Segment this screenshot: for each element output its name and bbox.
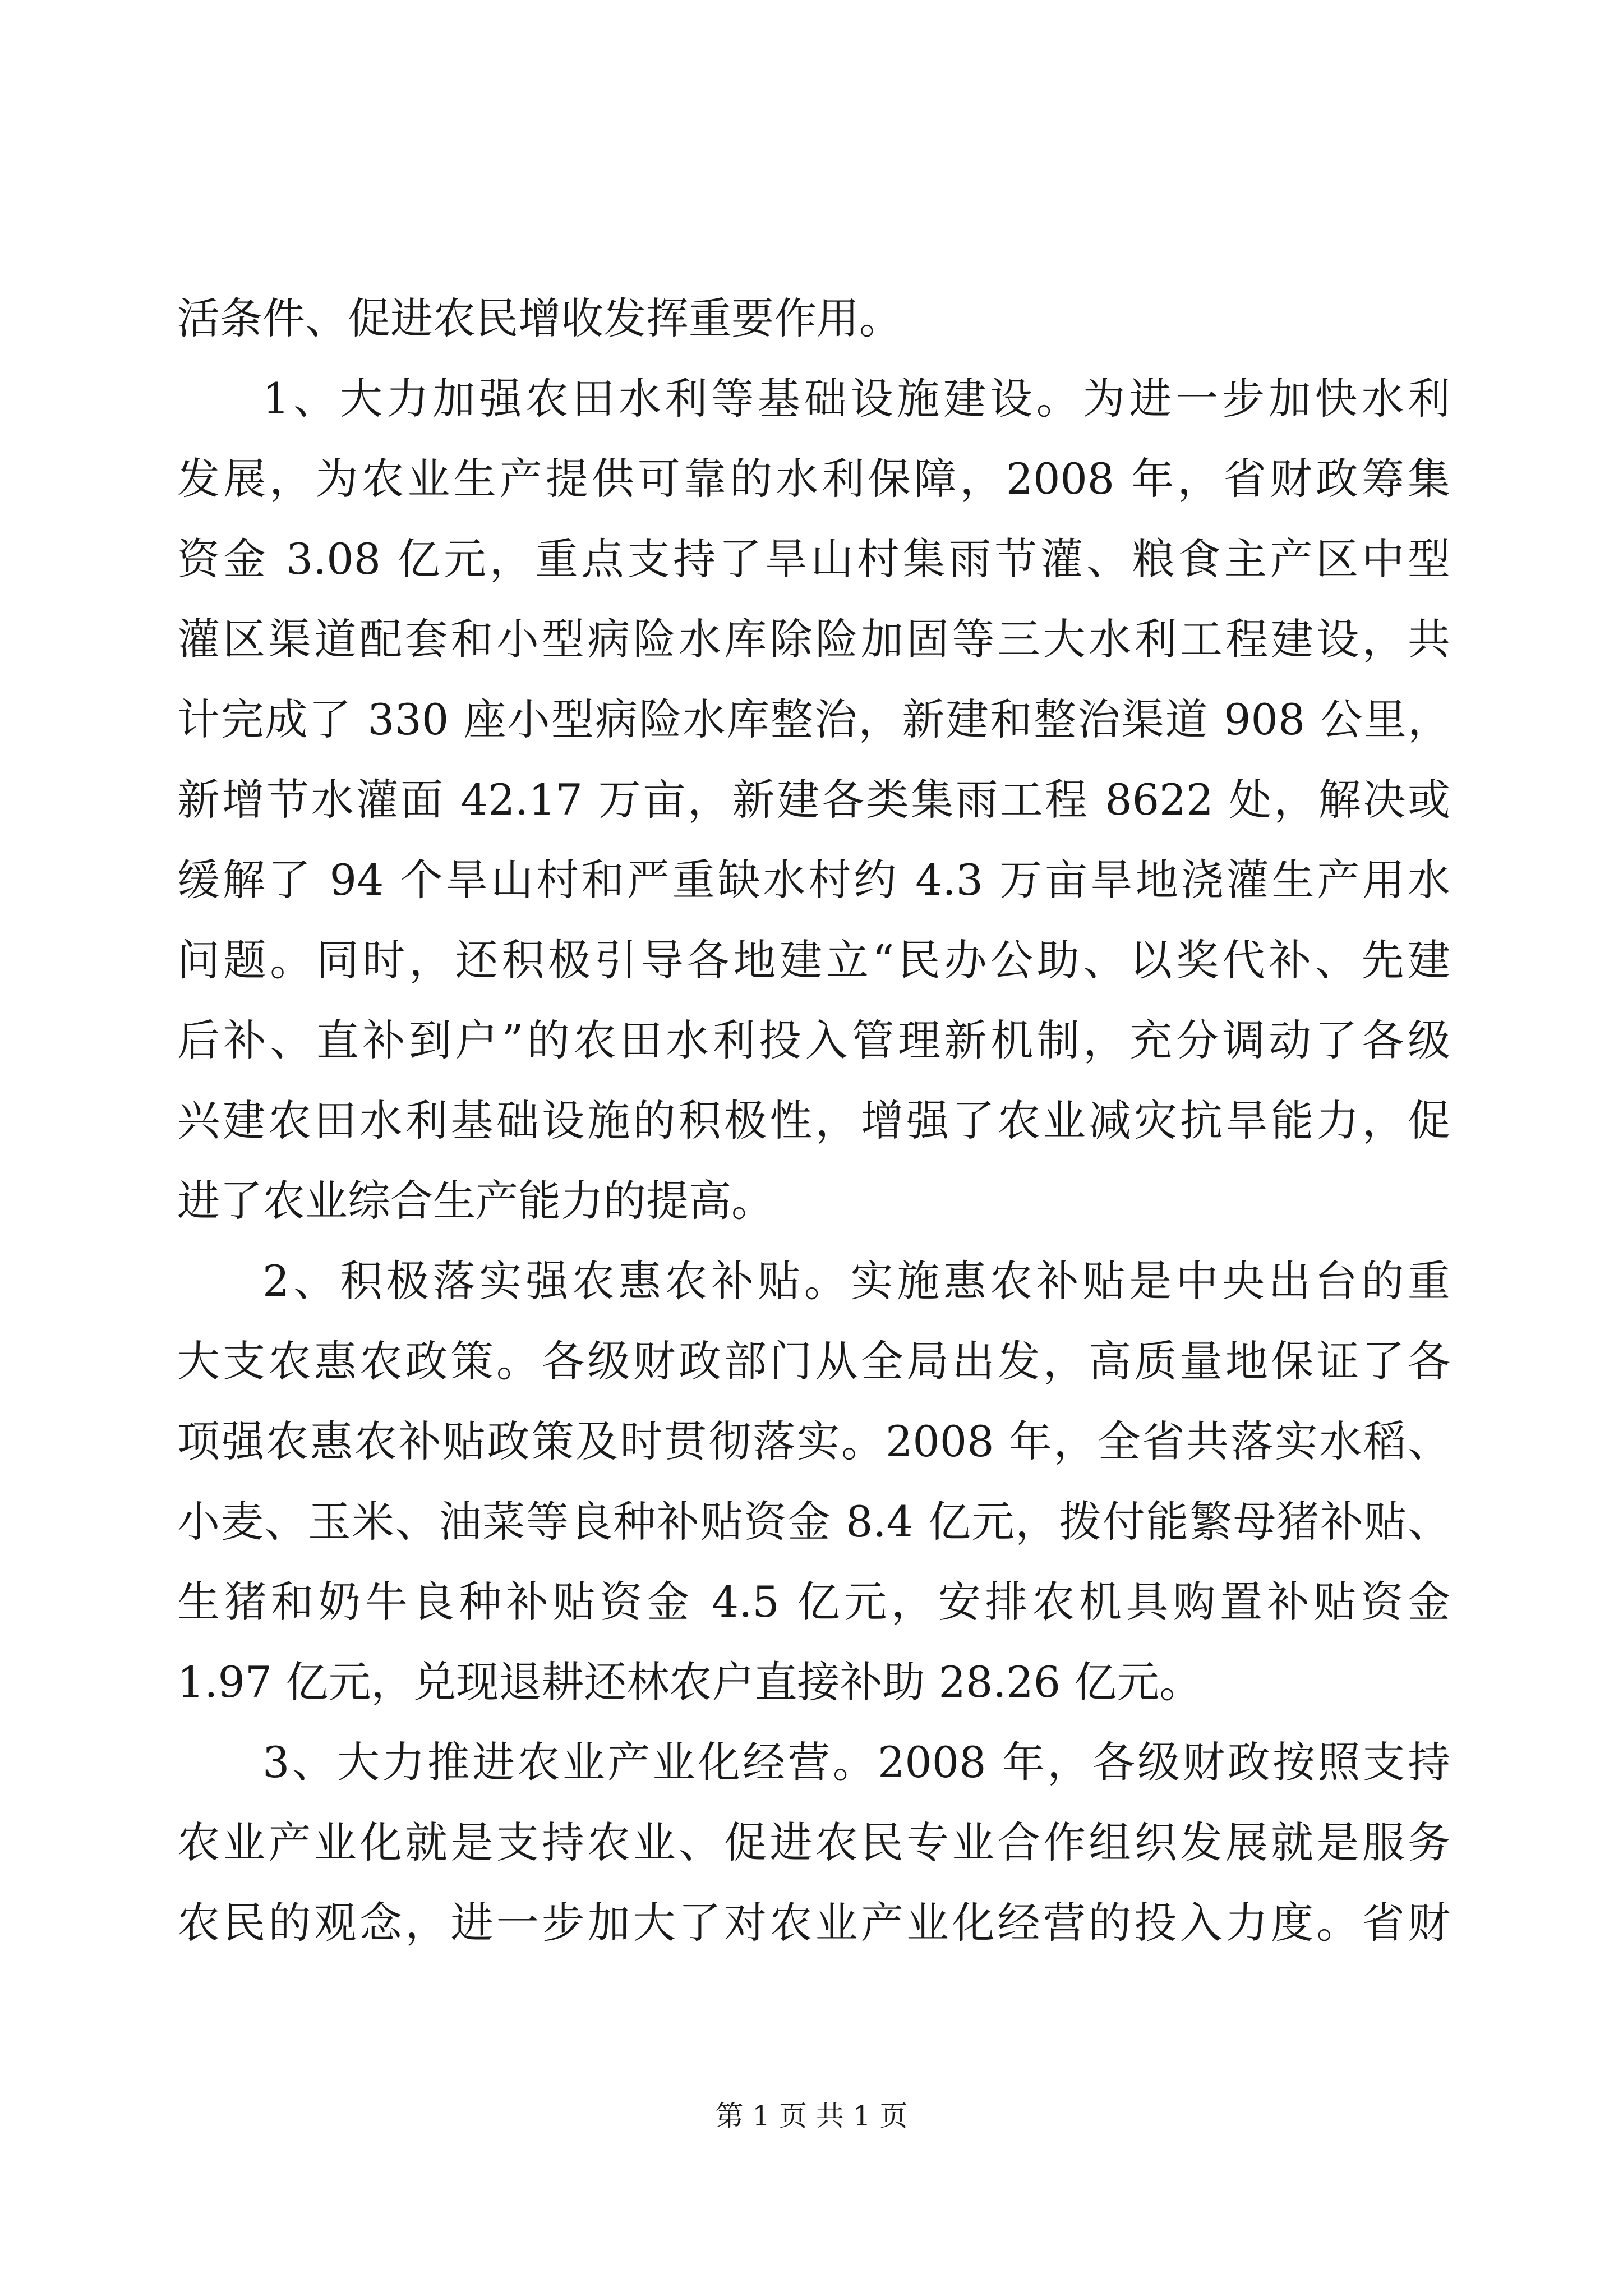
text-line-17: 生猪和奶牛良种补贴资金 4.5 亿元，安排农机具购置补贴资金 xyxy=(177,1577,1450,1627)
text-line-4: 资金 3.08 亿元，重点支持了旱山村集雨节灌、粮食主产区中型 xyxy=(177,534,1450,584)
text-line-19: 3、大力推进农业产业化经营。2008 年，各级财政按照支持 xyxy=(262,1737,1450,1787)
text-line-20: 农业产业化就是支持农业、促进农民专业合作组织发展就是服务 xyxy=(177,1818,1450,1867)
text-line-3: 发展，为农业生产提供可靠的水利保障，2008 年，省财政筹集 xyxy=(177,454,1450,504)
text-line-8: 缓解了 94 个旱山村和严重缺水村约 4.3 万亩旱地浇灌生产用水 xyxy=(177,855,1450,905)
text-line-13: 2、积极落实强农惠农补贴。实施惠农补贴是中央出台的重 xyxy=(262,1256,1450,1306)
text-line-2: 1、大力加强农田水利等基础设施建设。为进一步加快水利 xyxy=(262,374,1450,424)
text-line-12: 进了农业综合生产能力的提高。 xyxy=(177,1176,774,1226)
text-line-1: 活条件、促进农民增收发挥重要作用。 xyxy=(177,293,902,343)
text-line-14: 大支农惠农政策。各级财政部门从全局出发，高质量地保证了各 xyxy=(177,1336,1450,1386)
text-line-11: 兴建农田水利基础设施的积极性，增强了农业减灾抗旱能力，促 xyxy=(177,1096,1450,1145)
text-line-7: 新增节水灌面 42.17 万亩，新建各类集雨工程 8622 处，解决或 xyxy=(177,775,1450,825)
text-line-15: 项强农惠农补贴政策及时贯彻落实。2008 年，全省共落实水稻、 xyxy=(177,1416,1450,1466)
text-line-16: 小麦、玉米、油菜等良种补贴资金 8.4 亿元，拨付能繁母猪补贴、 xyxy=(177,1497,1450,1547)
text-line-9: 问题。同时，还积极引导各地建立“民办公助、以奖代补、先建 xyxy=(177,935,1450,985)
text-line-18: 1.97 亿元，兑现退耕还林农户直接补助 28.26 亿元。 xyxy=(177,1657,1202,1707)
page-footer: 第 1 页 共 1 页 xyxy=(715,2100,908,2132)
text-line-6: 计完成了 330 座小型病险水库整治，新建和整治渠道 908 公里， xyxy=(177,694,1450,744)
text-line-10: 后补、直补到户”的农田水利投入管理新机制，充分调动了各级 xyxy=(177,1015,1450,1065)
text-line-21: 农民的观念，进一步加大了对农业产业化经营的投入力度。省财 xyxy=(177,1898,1450,1948)
text-line-5: 灌区渠道配套和小型病险水库除险加固等三大水利工程建设，共 xyxy=(177,614,1450,664)
